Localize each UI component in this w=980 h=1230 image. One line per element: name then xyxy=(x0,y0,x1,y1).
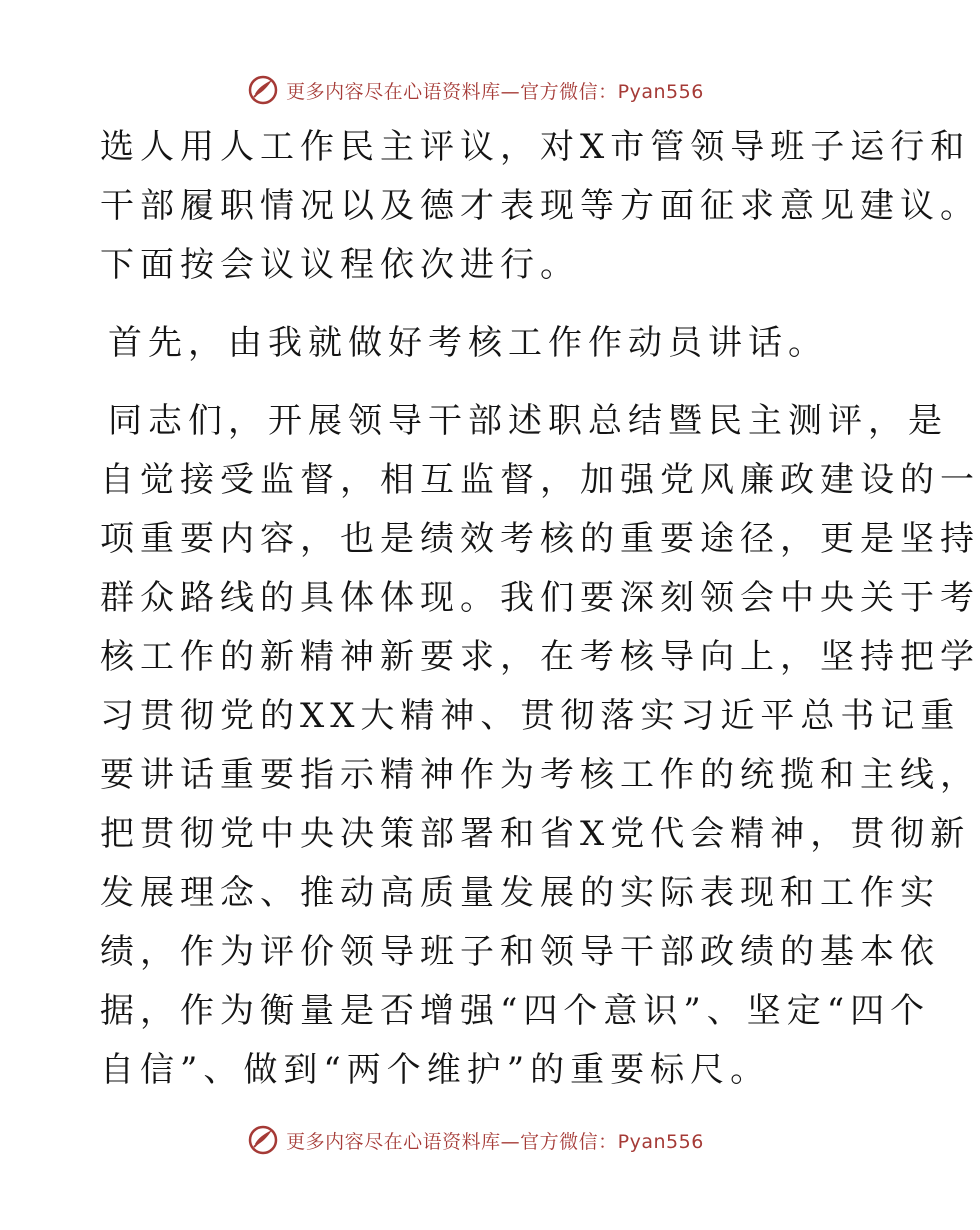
text-line: 把贯彻党中央决策部署和省X党代会精神，贯彻新 xyxy=(100,814,971,854)
text-line: 发展理念、推动高质量发展的实际表现和工作实 xyxy=(100,873,940,913)
text-line: 下面按会议议程依次进行。 xyxy=(100,245,580,285)
text-line: 据，作为衡量是否增强“四个意识”、坚定“四个 xyxy=(100,991,931,1031)
paragraph-3 xyxy=(100,392,980,1100)
text-line: 干部履职情况以及德才表现等方面征求意见建议。 xyxy=(100,186,980,226)
paragraph-2 xyxy=(100,314,860,373)
paragraph-1 xyxy=(100,118,980,295)
header-banner-text: 更多内容尽在心语资料库—官方微信：Pyan556 xyxy=(286,80,704,103)
text-line: 项重要内容，也是绩效考核的重要途径，更是坚持 xyxy=(100,519,980,559)
text-line: 首先，由我就做好考核工作作动员讲话。 xyxy=(108,323,828,363)
header-banner xyxy=(0,70,950,110)
text-line: 自觉接受监督，相互监督，加强党风廉政建设的一 xyxy=(100,460,980,500)
text-line: 选人用人工作民主评议，对X市管领导班子运行和 xyxy=(100,127,971,167)
text-line: 要讲话重要指示精神作为考核工作的统揽和主线， xyxy=(100,755,980,795)
text-line: 核工作的新精神新要求，在考核导向上，坚持把学 xyxy=(100,637,980,677)
book-quill-logo-icon xyxy=(246,1123,280,1157)
text-line: 自信”、做到“两个维护”的重要标尺。 xyxy=(100,1050,771,1090)
footer-banner-text: 更多内容尽在心语资料库—官方微信：Pyan556 xyxy=(286,1130,704,1153)
text-line: 习贯彻党的XX大精神、贯彻落实习近平总书记重 xyxy=(100,696,961,736)
text-line: 同志们，开展领导干部述职总结暨民主测评，是 xyxy=(108,401,948,441)
text-line: 群众路线的具体体现。我们要深刻领会中央关于考 xyxy=(100,578,980,618)
text-line: 绩，作为评价领导班子和领导干部政绩的基本依 xyxy=(100,932,940,972)
footer-banner xyxy=(0,1120,950,1160)
document-body xyxy=(100,118,980,1100)
book-quill-logo-icon xyxy=(246,73,280,107)
